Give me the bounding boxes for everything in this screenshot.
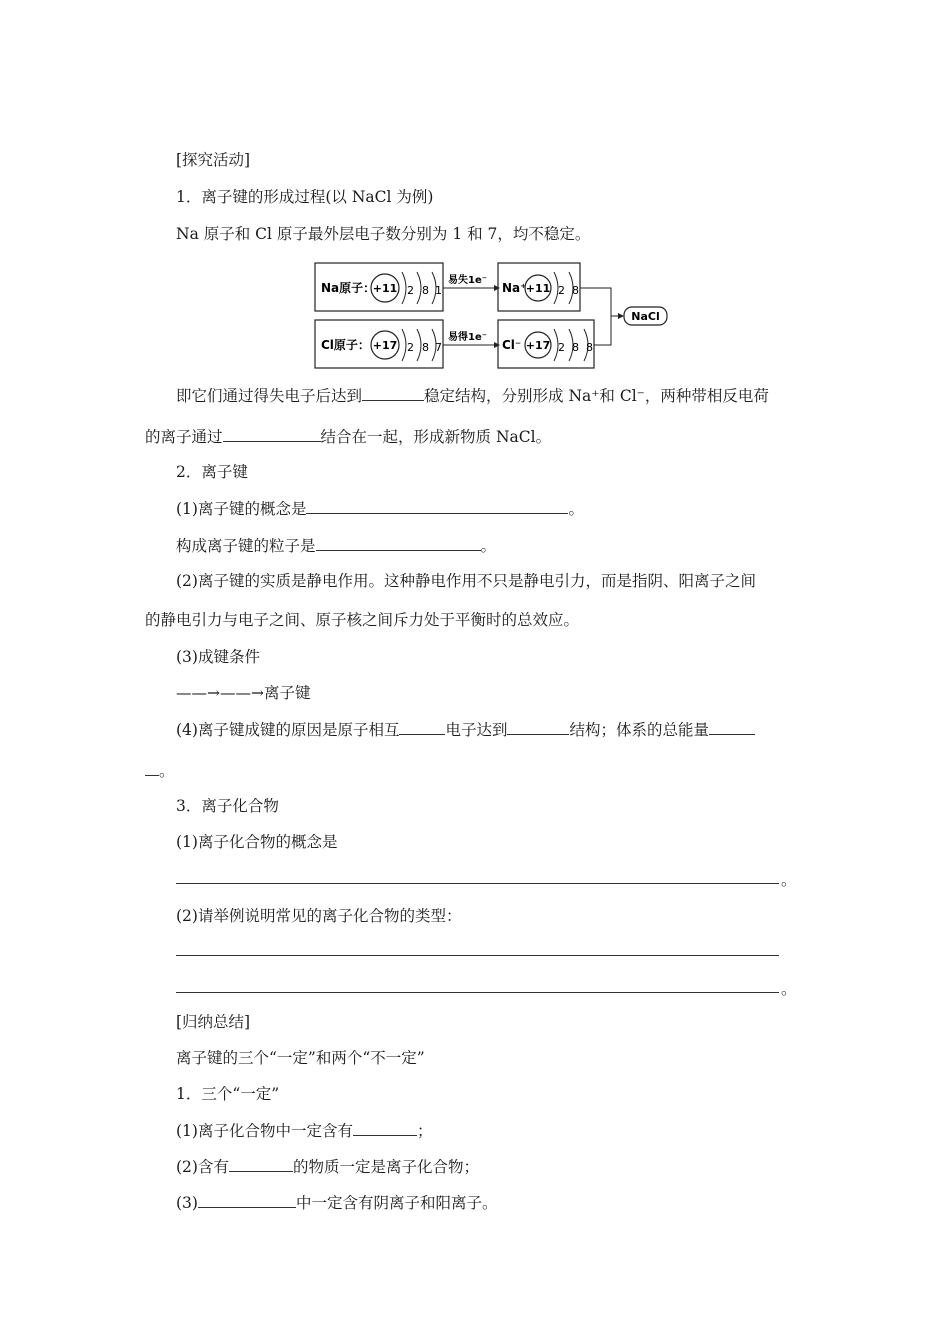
- rule2-text-a: (2)含有: [176, 1158, 229, 1176]
- s2-reason-text-b: 电子达到: [445, 721, 508, 739]
- s2-concept-end: 。: [568, 500, 584, 518]
- s2-reason-line1: [176, 719, 755, 740]
- blank-bonding-force[interactable]: [223, 426, 321, 442]
- lose-arrow-head: [494, 285, 500, 291]
- blank-rule-1[interactable]: [353, 1120, 417, 1136]
- gain-electron-label: 易得1e⁻: [448, 332, 488, 343]
- summary-heading: [归纳总结]: [176, 1013, 251, 1031]
- s2-reason-text-a: (4)离子键成键的原因是原子相互: [176, 721, 400, 739]
- s3-types-label: (2)请举例说明常见的离子化合物的类型：: [176, 907, 462, 925]
- cl-atom-label: Cl原子：: [321, 338, 370, 352]
- s2-concept-label: (1)离子键的概念是: [176, 500, 307, 518]
- cl-shell-3: 7: [435, 341, 442, 354]
- nacl-formation-diagram: [314, 262, 674, 370]
- para1-line1: [176, 385, 769, 406]
- na-shell-2: 8: [422, 284, 429, 297]
- summary-rule-2: [176, 1156, 479, 1177]
- na-shell-1: 2: [407, 284, 414, 297]
- blank-energy-b[interactable]: [145, 760, 159, 776]
- s2-essence-line1: (2)离子键的实质是静电作用。这种静电作用不只是静电引力，而是指阴、阳离子之间: [176, 572, 756, 590]
- blank-transfer[interactable]: [399, 719, 445, 735]
- para1-text-d: 结合在一起，形成新物质 NaCl。: [320, 428, 552, 446]
- summary-rule-1: [176, 1120, 432, 1141]
- cl-ion-nucleus-charge: +17: [525, 339, 551, 352]
- blank-rule-2[interactable]: [229, 1156, 293, 1172]
- rule2-text-b: 的物质一定是离子化合物；: [292, 1158, 479, 1176]
- answer-line-types-2[interactable]: [176, 992, 779, 993]
- s3-types-period: 。: [781, 980, 797, 998]
- section2-title: 2．离子键: [176, 463, 248, 481]
- blank-particles[interactable]: [316, 535, 481, 551]
- na-ion-shell-1: 2: [558, 284, 565, 297]
- merge-bracket: [580, 288, 611, 345]
- na-atom-label: Na原子：: [321, 281, 376, 295]
- s2-particles-line: [176, 535, 496, 556]
- nacl-product-label: NaCl: [631, 310, 660, 323]
- summary-intro: 离子键的三个“一定”和两个“不一定”: [176, 1049, 425, 1067]
- para1-text-c: 的离子通过: [145, 428, 223, 446]
- rule1-text-a: (1)离子化合物中一定含有: [176, 1122, 353, 1140]
- na-nucleus-charge: +11: [372, 282, 398, 295]
- blank-rule-3[interactable]: [198, 1192, 296, 1208]
- cl-ion-shell-1: 2: [558, 341, 565, 354]
- section3-title: 3．离子化合物: [176, 797, 279, 815]
- na-shell-3: 1: [435, 284, 442, 297]
- s3-concept-label: (1)离子化合物的概念是: [176, 833, 338, 851]
- s2-concept-line: [176, 498, 584, 519]
- s2-essence-line2: 的静电引力与电子之间、原子核之间斥力处于平衡时的总效应。: [145, 611, 580, 629]
- s2-particles-label: 构成离子键的粒子是: [176, 537, 316, 555]
- explore-heading: [探究活动]: [176, 151, 251, 169]
- cl-shell-1: 2: [407, 341, 414, 354]
- cl-ion-shell-3: 8: [586, 341, 593, 354]
- summary-three-title: 1．三个“一定”: [176, 1085, 280, 1103]
- cl-shell-2: 8: [422, 341, 429, 354]
- blank-stable-structure[interactable]: [362, 385, 424, 401]
- cl-ion-label: Cl⁻: [502, 338, 522, 352]
- cl-nucleus-charge: +17: [372, 339, 398, 352]
- s3-concept-period: 。: [781, 871, 797, 889]
- blank-structure[interactable]: [507, 719, 569, 735]
- na-ion-nucleus-charge: +11: [525, 282, 551, 295]
- section1-title: 1．离子键的形成过程(以 NaCl 为例): [176, 188, 434, 206]
- rule3-text-a: (3): [176, 1194, 198, 1212]
- s2-particles-end: 。: [480, 537, 497, 555]
- gain-arrow-head: [494, 342, 500, 348]
- lose-electron-label: 易失1e⁻: [448, 275, 488, 286]
- product-arrow-head: [618, 313, 624, 319]
- answer-line-types-1[interactable]: [176, 955, 779, 956]
- para1-text-b: 稳定结构，分别形成 Na⁺和 Cl⁻，两种带相反电荷: [424, 387, 769, 405]
- blank-energy-a[interactable]: [709, 719, 755, 735]
- na-ion-shell-2: 8: [572, 284, 579, 297]
- answer-line-concept[interactable]: [176, 883, 779, 884]
- blank-ionic-bond-concept[interactable]: [306, 498, 568, 514]
- s2-conditions-title: (3)成键条件: [176, 648, 260, 666]
- s2-reason-text-c: 结构；体系的总能量: [569, 721, 709, 739]
- para1-text-a: 即它们通过得失电子后达到: [176, 387, 363, 405]
- cl-ion-shell-2: 8: [572, 341, 579, 354]
- section1-text: Na 原子和 Cl 原子最外层电子数分别为 1 和 7，均不稳定。: [176, 225, 591, 243]
- s2-reason-line2: [145, 760, 175, 781]
- s2-reason-end: 。: [159, 762, 175, 780]
- para1-line2: [145, 426, 551, 447]
- rule3-text-b: 中一定含有阴离子和阳离子。: [295, 1194, 498, 1212]
- s2-conditions-flow: ——→——→离子键: [176, 684, 311, 702]
- summary-rule-3: [176, 1192, 497, 1213]
- na-ion-label: Na⁺: [502, 281, 527, 295]
- rule1-text-b: ；: [416, 1122, 433, 1140]
